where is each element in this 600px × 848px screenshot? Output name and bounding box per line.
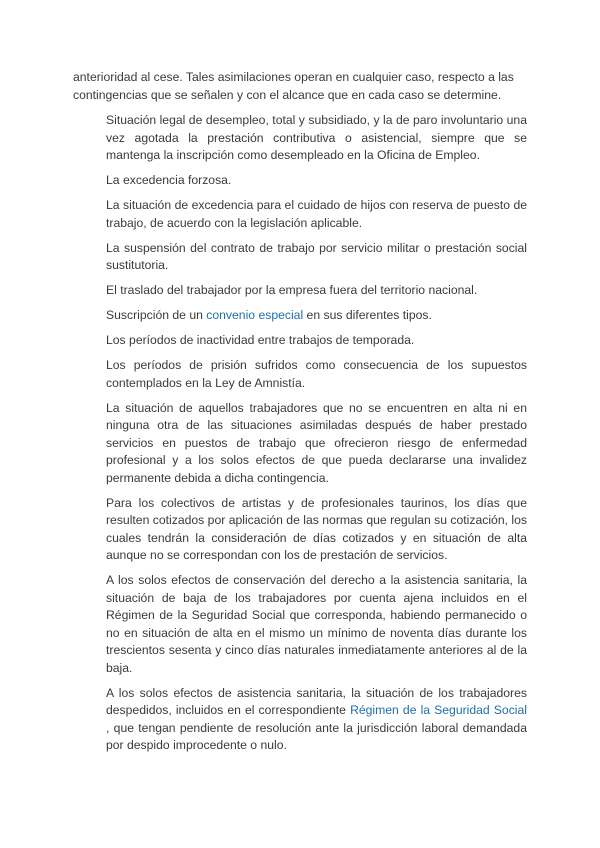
list-item: La situación de excedencia para el cuidado de hijos con reserva de puesto de trabajo, de acuerdo con la legislación aplicable. bbox=[106, 198, 527, 230]
intro-paragraph: anterioridad al cese. Tales asimilaciones operan en cualquier caso, respecto a las contingencias que se señalen y con el alcance que en cada caso se determine. bbox=[73, 70, 514, 102]
assimilated-situations-list bbox=[106, 112, 527, 755]
list-item: Los períodos de inactividad entre trabajos de temporada. bbox=[106, 333, 415, 347]
item-text-after: en sus diferentes tipos. bbox=[303, 308, 432, 322]
list-item: La suspensión del contrato de trabajo por servicio militar o prestación social sustitutoria. bbox=[106, 240, 527, 272]
item-text-after: , que tengan pendiente de resolución ante la jurisdicción laboral demandada por despido improcedente o nulo. bbox=[106, 720, 527, 752]
list-item: El traslado del trabajador por la empresa fuera del territorio nacional. bbox=[106, 283, 478, 297]
list-item: La excedencia forzosa. bbox=[106, 173, 232, 187]
item-text-before: A los solos efectos de asistencia sanitaria, la situación de los trabajadores despedidos, incluidos en el correspondiente bbox=[106, 685, 527, 717]
list-item bbox=[106, 685, 527, 755]
item-text-before: Suscripción de un bbox=[106, 308, 207, 322]
convenio-especial-link[interactable]: convenio especial bbox=[206, 308, 304, 322]
list-item bbox=[106, 307, 527, 325]
list-item: Los períodos de prisión sufridos como consecuencia de los supuestos contemplados en la Ley de Amnistía. bbox=[106, 358, 527, 390]
regimen-seguridad-social-link[interactable]: Régimen de la Seguridad Social bbox=[350, 703, 528, 717]
list-item: Situación legal de desempleo, total y subsidiado, y la de paro involuntario una vez agotada la prestación contributiva o asistencial, siempre que se mantenga la inscripción como desempleado en la Oficina de Empleo. bbox=[106, 113, 527, 162]
list-item: A los solos efectos de conservación del derecho a la asistencia sanitaria, la situación de baja de los trabajadores por cuenta ajena incluidos en el Régimen de la Seguridad Social que corresponda, habiendo permanecido o no en situación de alta en el mismo un mínimo de noventa días durante los trescientos sesenta y cinco días naturales inmediatamente anteriores al de la baja. bbox=[106, 573, 527, 675]
list-item: Para los colectivos de artistas y de profesionales taurinos, los días que resulten cotizados por aplicación de las normas que regulan su cotización, los cuales tendrán la consideración de días cotizados y en situación de alta aunque no se correspondan con los de prestación de servicios. bbox=[106, 495, 527, 562]
list-item: La situación de aquellos trabajadores que no se encuentren en alta ni en ninguna otra de las situaciones asimiladas después de haber prestado servicios en puestos de trabajo que ofrecieron riesgo de enfermedad profesional y a los solos efectos de que pueda declararse una invalidez permanente debida a dicha contingencia. bbox=[106, 400, 527, 485]
